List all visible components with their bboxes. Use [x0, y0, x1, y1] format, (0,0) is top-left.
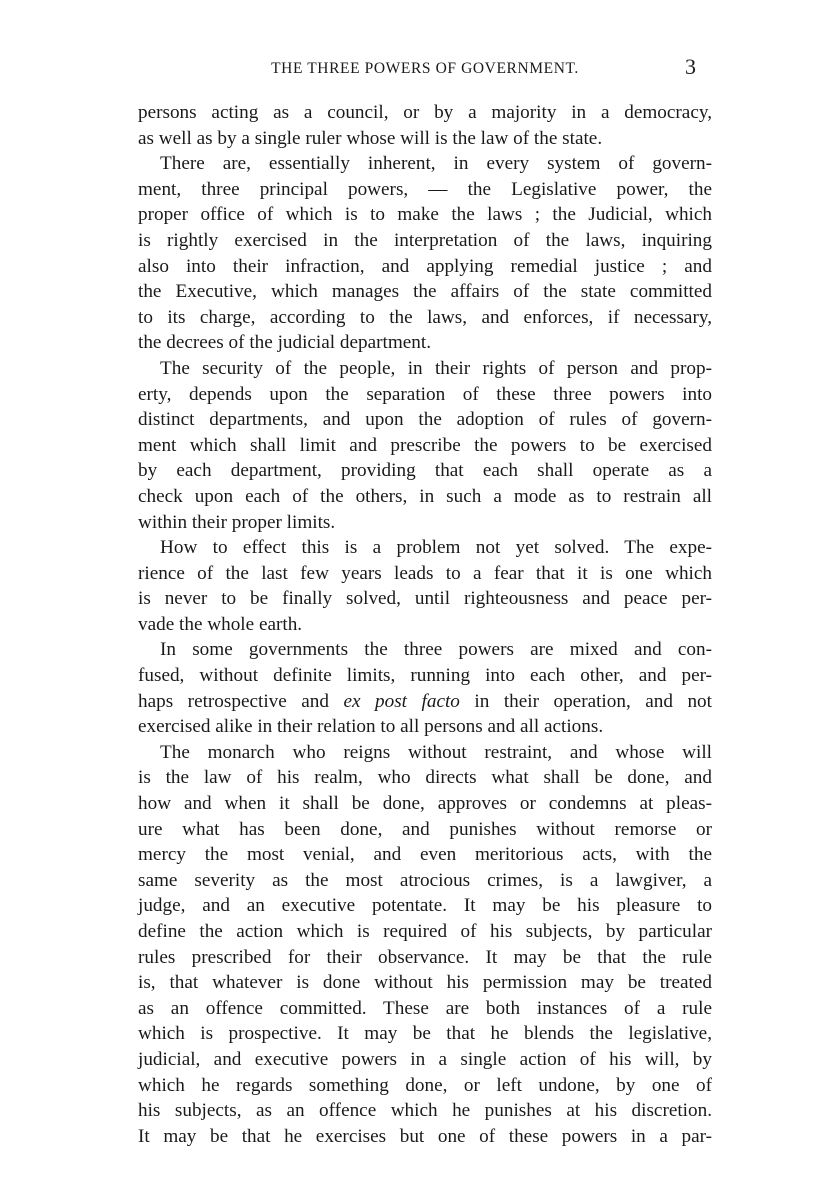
text-line: as well as by a single ruler whose will is the law of the state. — [138, 127, 603, 149]
text-line: distinct departments, and upon the adoption of rules of govern- — [138, 409, 712, 431]
text-line: is never to be finally solved, until righteousness and peace per- — [138, 588, 712, 610]
text-line: also into their infraction, and applying remedial justice ; and — [138, 255, 712, 277]
text-line: The monarch who reigns without restraint, and whose will — [160, 741, 712, 763]
text-line: There are, essentially inherent, in every system of govern- — [160, 153, 712, 175]
text-line: check upon each of the others, in such a mode as to restrain all — [138, 485, 712, 507]
text-line: mercy the most venial, and even meritorious acts, with the — [138, 844, 712, 866]
text-line: exercised alike in their relation to all persons and all actions. — [138, 716, 604, 738]
text-line: ment which shall limit and prescribe the powers to be exercised — [138, 434, 712, 456]
text-line: It may be that he exercises but one of these powers in a par- — [138, 1125, 712, 1147]
text-line: by each department, providing that each shall operate as a — [138, 460, 712, 482]
text-line: ure what has been done, and punishes without remorse or — [138, 818, 712, 840]
text-line: how and when it shall be done, approves or condemns at pleas- — [138, 793, 712, 815]
text-line: rience of the last few years leads to a fear that it is one which — [138, 562, 712, 584]
text-line: is, that whatever is done without his permission may be treated — [138, 972, 712, 994]
text-line: fused, without definite limits, running into each other, and per- — [138, 665, 712, 687]
text-line: judge, and an executive potentate. It may be his pleasure to — [138, 895, 712, 917]
text-line: proper office of which is to make the laws ; the Judicial, which — [138, 204, 712, 226]
text-line: The security of the people, in their rights of person and prop- — [160, 357, 712, 379]
text-line: the Executive, which manages the affairs of the state committed — [138, 281, 712, 303]
text-span: in their operation, and not — [459, 690, 712, 712]
body-text — [138, 100, 712, 1149]
text-line: vade the whole earth. — [138, 613, 303, 635]
text-line: same severity as the most atrocious crimes, is a lawgiver, a — [138, 869, 712, 891]
text-line: is the law of his realm, who directs what shall be done, and — [138, 767, 712, 789]
text-line: within their proper limits. — [138, 511, 336, 533]
text-line: his subjects, as an offence which he punishes at his discretion. — [138, 1100, 712, 1122]
text-line: which he regards something done, or left undone, by one of — [138, 1074, 712, 1096]
text-line: the decrees of the judicial department. — [138, 332, 432, 354]
text-line: define the action which is required of his subjects, by particular — [138, 921, 712, 942]
page-header — [138, 56, 712, 82]
text-line: rules prescribed for their observance. It may be that the rule — [138, 946, 712, 968]
text-line — [138, 689, 712, 715]
italic-phrase: ex post facto — [343, 690, 460, 712]
text-line: ment, three principal powers, — the Legislative power, the — [138, 178, 712, 200]
text-line: is rightly exercised in the interpretation of the laws, inquiring — [138, 229, 712, 251]
text-line: persons acting as a council, or by a majority in a democracy, — [138, 102, 712, 123]
text-line: In some governments the three powers are mixed and con- — [160, 639, 712, 661]
text-line: How to effect this is a problem not yet solved. The expe- — [160, 537, 712, 559]
text-line: to its charge, according to the laws, and enforces, if necessary, — [138, 306, 712, 328]
text-span: haps retrospective and — [138, 690, 344, 712]
running-title: THE THREE POWERS OF GOVERNMENT. — [271, 60, 579, 77]
text-line: judicial, and executive powers in a single action of his will, by — [138, 1048, 712, 1070]
text-line: erty, depends upon the separation of these three powers into — [138, 383, 712, 405]
text-line: which is prospective. It may be that he blends the legislative, — [138, 1023, 712, 1045]
page-number: 3 — [685, 54, 696, 79]
text-line: as an offence committed. These are both instances of a rule — [138, 997, 712, 1019]
